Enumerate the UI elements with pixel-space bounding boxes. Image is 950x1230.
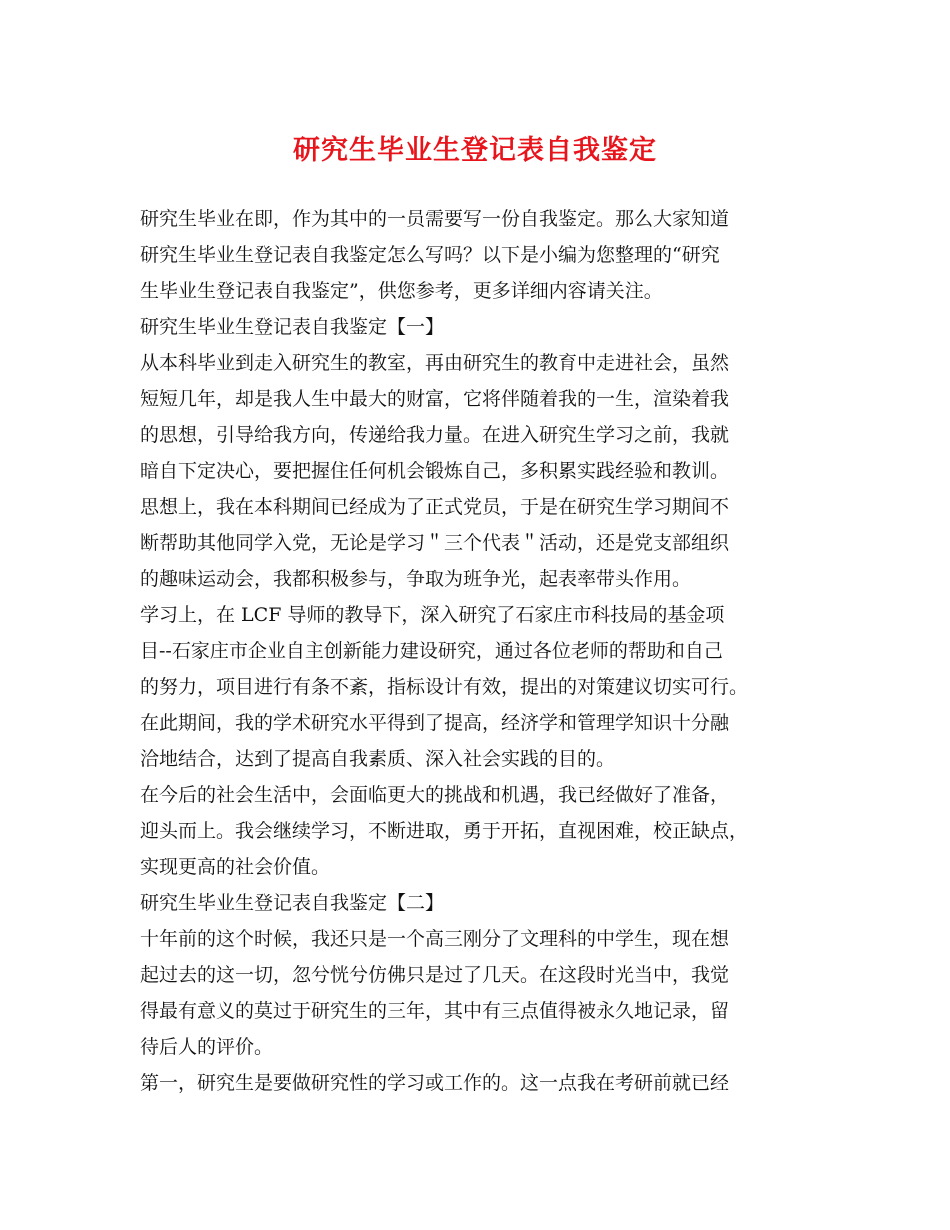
- document-title: 研究生毕业生登记表自我鉴定: [293, 135, 657, 166]
- text-line: 研究生毕业生登记表自我鉴定怎么写吗？以下是小编为您整理的“研究: [140, 244, 720, 266]
- text-line: 思想上，我在本科期间已经成为了正式党员，于是在研究生学习期间不: [140, 496, 730, 518]
- document-body: [140, 201, 830, 1101]
- text-line: 实现更高的社会价值。: [140, 856, 331, 878]
- text-line: 从本科毕业到走入研究生的教室，再由研究生的教育中走进社会，虽然: [140, 352, 730, 374]
- text-line: 短短几年，却是我人生中最大的财富，它将伴随着我的一生，渲染着我: [140, 388, 730, 410]
- text-line: 在此期间，我的学术研究水平得到了提高，经济学和管理学知识十分融: [140, 712, 730, 734]
- text-line: 研究生毕业在即，作为其中的一员需要写一份自我鉴定。那么大家知道: [140, 208, 730, 230]
- text-line: 在今后的社会生活中，会面临更大的挑战和机遇，我已经做好了准备，: [140, 784, 730, 806]
- section-heading-2: 研究生毕业生登记表自我鉴定【二】: [140, 892, 445, 914]
- text-line: 的趣味运动会，我都积极参与，争取为班争光，起表率带头作用。: [140, 568, 692, 590]
- text-line: 暗自下定决心，要把握住任何机会锻炼自己，多积累实践经验和教训。: [140, 460, 730, 482]
- text-line: 洽地结合，达到了提高自我素质、深入社会实践的目的。: [140, 748, 616, 770]
- text-line: 迎头而上。我会继续学习，不断进取，勇于开拓，直视困难，校正缺点，: [140, 820, 749, 842]
- section-heading-1: 研究生毕业生登记表自我鉴定【一】: [140, 316, 445, 338]
- text-line: 目--石家庄市企业自主创新能力建设研究，通过各位老师的帮助和自己: [140, 640, 723, 662]
- text-line: 生毕业生登记表自我鉴定”，供您参考，更多详细内容请关注。: [140, 280, 663, 302]
- text-line: 得最有意义的莫过于研究生的三年，其中有三点值得被永久地记录，留: [140, 1000, 730, 1022]
- text-line: 起过去的这一切，忽兮恍兮仿佛只是过了几天。在这段时光当中，我觉: [140, 964, 730, 986]
- text-line: 断帮助其他同学入党，无论是学习＂三个代表＂活动，还是党支部组织: [140, 532, 730, 554]
- text-line: 学习上，在 LCF 导师的教导下，深入研究了石家庄市科技局的基金项: [140, 604, 725, 626]
- text-line: 的思想，引导给我方向，传递给我力量。在进入研究生学习之前，我就: [140, 424, 730, 446]
- text-line: 第一，研究生是要做研究性的学习或工作的。这一点我在考研前就已经: [140, 1072, 730, 1094]
- text-line: 的努力，项目进行有条不紊，指标设计有效，提出的对策建议切实可行。: [140, 676, 749, 698]
- text-line: 待后人的评价。: [140, 1036, 274, 1058]
- text-line: 十年前的这个时候，我还只是一个高三刚分了文理科的中学生，现在想: [140, 928, 730, 950]
